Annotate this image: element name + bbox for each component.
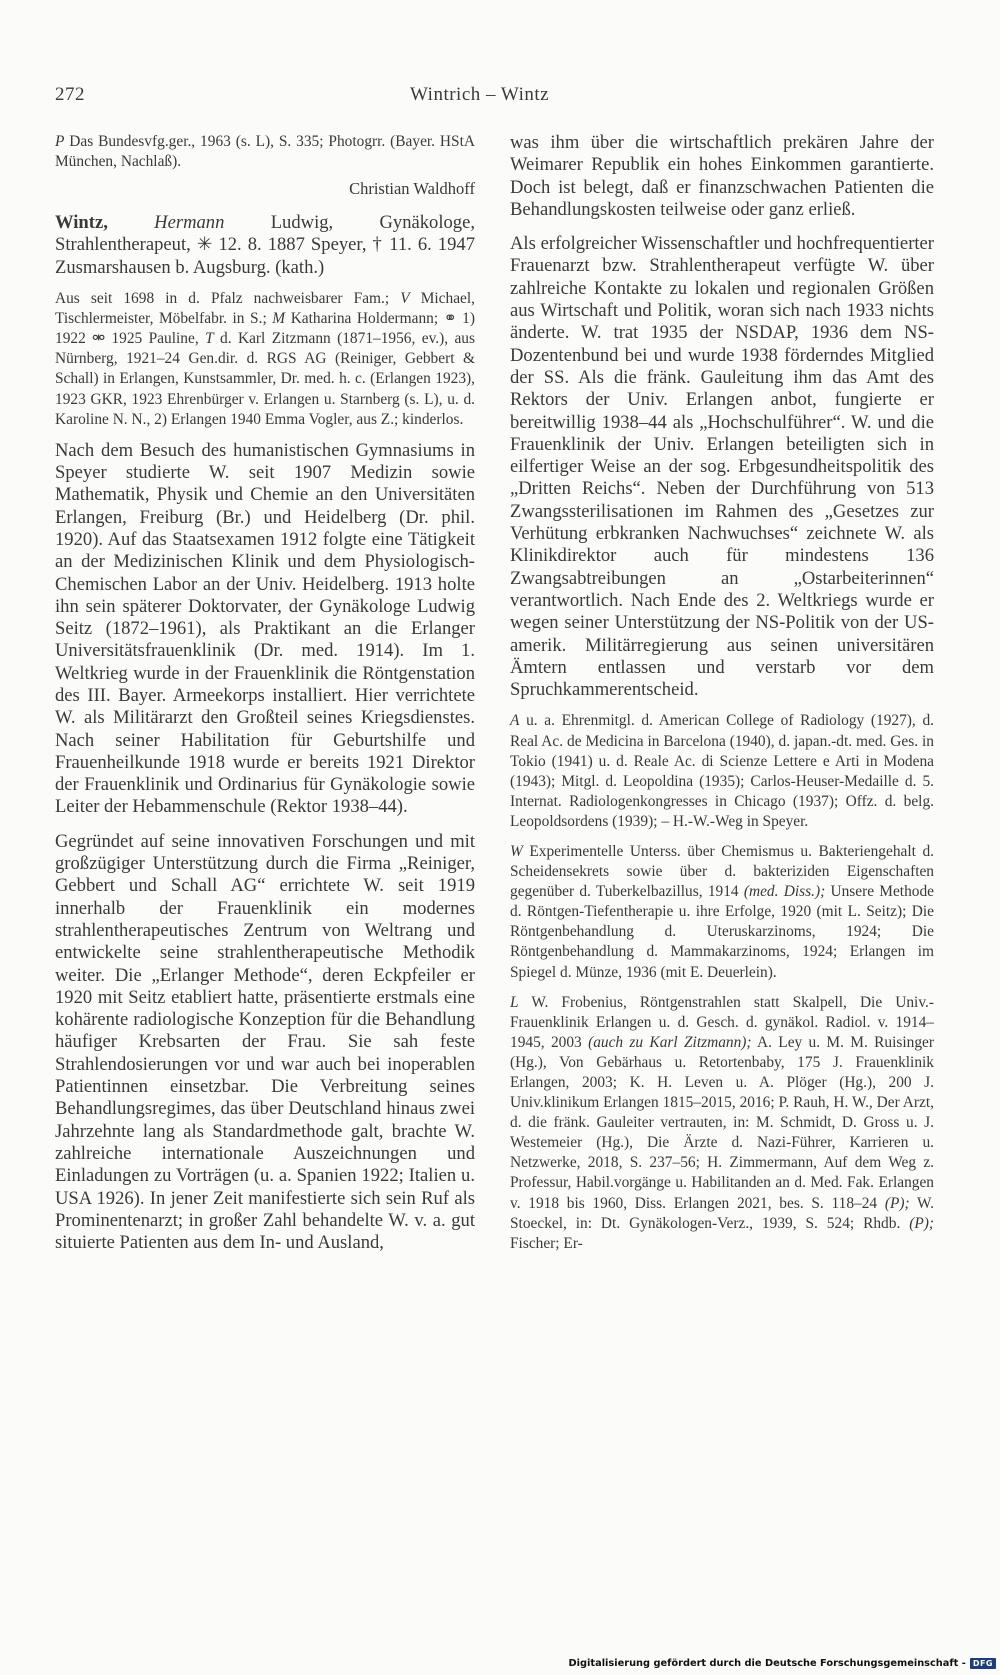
literature-text-1: W. Frobenius, Röntgenstrahlen statt Skalpell, Die Univ.-Frauenklinik Erlangen u. d. Gesch. d. gynäkol. Radiol. v. 1914–1945, 2003: [510, 993, 934, 1051]
literature-text-2: A. Ley u. M. M. Ruisinger (Hg.), Von Gebärhaus u. Retortenbaby, 175 J. Frauenklinik Erlangen, 2003; K. H. Leven u. A. Plöger (Hg.), 200 J. Univ.klinikum Erlangen 1815–2015, 2016; P. Rauh, H. W., Der Arzt, d. die fränk. Gauleiter vertrauten, in: M. Schmidt, D. Gross u. J. Westemeier (Hg.), Die Ärzte d. Nazi-Führer, Karrieren u. Netzwerke, 2018, S. 237–56; H. Zimmermann, Auf dem Weg z. Professur, Habil.vorgänge u. Habilitanden an d. Med. Fak. Erlangen v. 1918 bis 1960, Diss. Erlangen 2021, bes. S. 118–24: [510, 1033, 934, 1212]
awards-text: u. a. Ehrenmitgl. d. American College of Radiology (1927), d. Real Ac. de Medicina in Barcelona (1940), d. japan.-dt. med. Ges. in Tokio (1941) u. d. Reale Ac. di Scienze Lettere e Arti in Modena (1943); Mitgl. d. Leopoldina (1935); Carlos-Heuser-Medaille d. 5. Internat. Radiologenkongresses in Chicago (1937); Offz. d. belg. Leopoldsordens (1939); – H.-W.-Weg in Speyer.: [510, 712, 934, 830]
genealogy-text-1: Aus seit 1698 in d. Pfalz nachweisbarer Fam.;: [55, 290, 401, 308]
genealogy-text-4: d. Karl Zitzmann (1871–1956, ev.), aus Nürnberg, 1921–24 Gen.dir. d. RGS AG (Reiniger, Gebbert & Schall) in Erlangen, Kunstsammler, Dr. med. h. c. (Erlangen 1923), 1923 GKR, 1923 Ehrenbürger v. Erlangen u. Starnberg (s. L), u. d. Karoline N. N., 2) Erlangen 1940 Emma Vogler, aus Z.; kinderlos.: [55, 330, 475, 428]
running-head: [55, 84, 936, 112]
previous-entry-portraits: [55, 132, 475, 172]
page-number: 272: [55, 84, 85, 105]
literature-text-4: Fischer; Er-: [510, 1234, 583, 1252]
literature-italic-2: (P);: [884, 1194, 910, 1212]
works-section: [510, 842, 934, 983]
works-text-2: Unsere Methode d. Röntgen-Tiefentherapie u. ihre Erfolge, 1920 (mit L. Seitz); Die Röntgenbehandlung d. Uteruskarzinoms, 1924; Die Röntgenbehandlung d. Mammakarzinoms, 1924; Erlangen im Spiegel d. Münze, 1936 (mit E. Deuerlein).: [510, 883, 934, 981]
literature-text-3: W. Stoeckel, in: Dt. Gynäkologen-Verz., 1939, S. 524; Rhdb.: [510, 1194, 934, 1232]
works-italic-1: (med. Diss.);: [743, 883, 826, 901]
running-title: Wintrich – Wintz: [410, 84, 550, 105]
genealogy: [55, 289, 475, 430]
biography-paragraph-1: Nach dem Besuch des humanistischen Gymnasiums in Speyer studierte W. seit 1907 Medizin sowie Mathematik, Physik und Chemie an den Universitäten Erlangen, Freiburg (Br.) und Heidelberg (Dr. phil. 1920). Auf das Staatsexamen 1912 folgte eine Tätigkeit an der Medizinischen Klinik und dem Physiologisch-Chemischen Labor an der Univ. Heidelberg. 1913 holte ihn sein späterer Doktorvater, der Gynäkologe Ludwig Seitz (1872–1961), als Praktikant an die Erlanger Universitätsfrauenklinik (Dr. med. 1914). Im 1. Weltkrieg wurde in der Frauenklinik die Röntgenstation des III. Bayer. Armeekorps installiert. Hier verrichtete W. als Militärarzt den Großteil seines Kriegsdienstes. Nach seiner Habilitation für Geburtshilfe und Frauenheilkunde 1918 wurde er bereits 1921 Direktor der Frauenklinik und Ordinarius für Gynäkologie sowie Leiter der Hebammenschule (Rektor 1938–44).: [55, 439, 475, 818]
section-tag-w: W: [510, 842, 523, 860]
entry-heading: [55, 212, 475, 279]
section-tag-t: T: [205, 330, 214, 348]
entry-surname: Wintz,: [55, 212, 108, 234]
literature-italic-1: (auch zu Karl Zitzmann);: [588, 1033, 752, 1051]
genealogy-text-3: Katharina Holdermann; ⚭ 1) 1922 ⚮ 1925 Pauline,: [55, 310, 475, 348]
previous-entry-author: Christian Waldhoff: [349, 179, 475, 199]
literature-section: [510, 993, 934, 1254]
section-tag-a: A: [510, 712, 520, 730]
biography-paragraph-3: Als erfolgreicher Wissenschaftler und hochfrequentierter Frauenarzt bzw. Strahlentherapeut verfügte W. über zahlreiche Kontakte zu lokalen und regionalen Größen aus Wirtschaft und Politik, woran sich nach 1933 nichts änderte. W. trat 1935 der NSDAP, 1936 dem NS-Dozentenbund bei und wurde 1938 förderndes Mitglied der SS. Als die fränk. Gauleitung ihm das Amt des Rektors der Univ. Erlangen anbot, fungierte er bereitwillig 1938–44 als „Hochschulführer“. W. und die Frauenklinik der Univ. Erlangen beteiligten sich in eilfertiger Weise an der sog. Erbgesundheitspolitik des „Dritten Reichs“. Neben der Durchführung von 513 Zwangssterilisationen im Rahmen des „Gesetzes zur Verhütung erbkranken Nachwuchses“ zeichnete W. als Klinikdirektor auch für mindestens 136 Zwangsabtreibungen an „Ostarbeiterinnen“ verantwortlich. Nach Ende des 2. Weltkriegs wurde er wegen seiner Unterstützung der NS-Politik von der US-amerik. Militärregierung aus seinen universitären Ämtern entlassen und verstarb vor dem Spruchkammerentscheid.: [510, 233, 934, 701]
section-tag-m: M: [272, 310, 286, 328]
works-text-1: Experimentelle Unterss. über Chemismus u. Bakteriengehalt d. Scheidensekrets sowie über d. bakteriziden Eigenschaften gegenüber d. Tuberkelbazillus, 1914: [510, 842, 934, 901]
genealogy-text-2: Michael, Tischlermeister, Möbelfabr. in S.;: [55, 290, 475, 328]
previous-entry-portraits-text: Das Bundesvfg.ger., 1963 (s. L), S. 335; Photogrr. (Bayer. HStA München, Nachlaß).: [55, 133, 475, 171]
section-tag-l: L: [510, 993, 519, 1011]
awards-section: [510, 711, 934, 832]
footer-text: Digitalisierung gefördert durch die Deutsche Forschungsgemeinschaft -: [568, 1658, 966, 1669]
section-tag-v: V: [400, 290, 410, 308]
biography-paragraph-2: Gegründet auf seine innovativen Forschungen und mit großzügiger Unterstützung durch die Firma „Reiniger, Gebbert und Schall AG“ errichtete W. seit 1919 innerhalb der Frauenklinik ein modernes strahlentherapeutisches Zentrum von Weltrang und entwickelte seine strahlentherapeutische Methodik weiter. Die „Erlanger Methode“, deren Eckpfeiler er 1920 mit Seitz etabliert hatte, präsentierte erstmals eine kohärente radiologische Konzeption für die Behandlung häufiger Krebsarten der Frau. Sie sah feste Strahlendosierungen vor und war auch bei inoperablen Patientinnen einsetzbar. Die Verbreitung seines Behandlungsregimes, das über Deutschland hinaus zwei Jahrzehnte lang als Standardmethode galt, brachte W. zahlreiche internationale Auszeichnungen und Einladungen zu Vorträgen (u. a. Spanien 1922; Italien u. USA 1926). In jener Zeit manifestierte sich sein Ruf als Prominentenarzt; in großer Zahl behandelte W. v. a. gut situierte Patienten aus dem In- und Ausland,: [55, 830, 475, 1254]
literature-italic-3: (P);: [909, 1214, 934, 1232]
right-column: [510, 132, 934, 1254]
biography-paragraph-2-continued: was ihm über die wirtschaftlich prekären Jahre der Weimarer Republik ein hohes Einkommen garantierte. Doch ist belegt, daß er finanzschwachen Patienten die Behandlungskosten teilweise oder ganz erließ.: [510, 132, 934, 220]
entry-given-name: Hermann: [154, 212, 225, 234]
left-column: [55, 132, 475, 1254]
dfg-logo: DFG: [970, 1658, 996, 1669]
section-tag-p: P: [55, 133, 65, 150]
digitization-footer: [569, 1658, 996, 1669]
entry-heading-details: Ludwig, Gynäkologe, Strahlentherapeut, ✳ 12. 8. 1887 Speyer, † 11. 6. 1947 Zusmarshausen b. Augsburg. (kath.): [55, 212, 475, 278]
